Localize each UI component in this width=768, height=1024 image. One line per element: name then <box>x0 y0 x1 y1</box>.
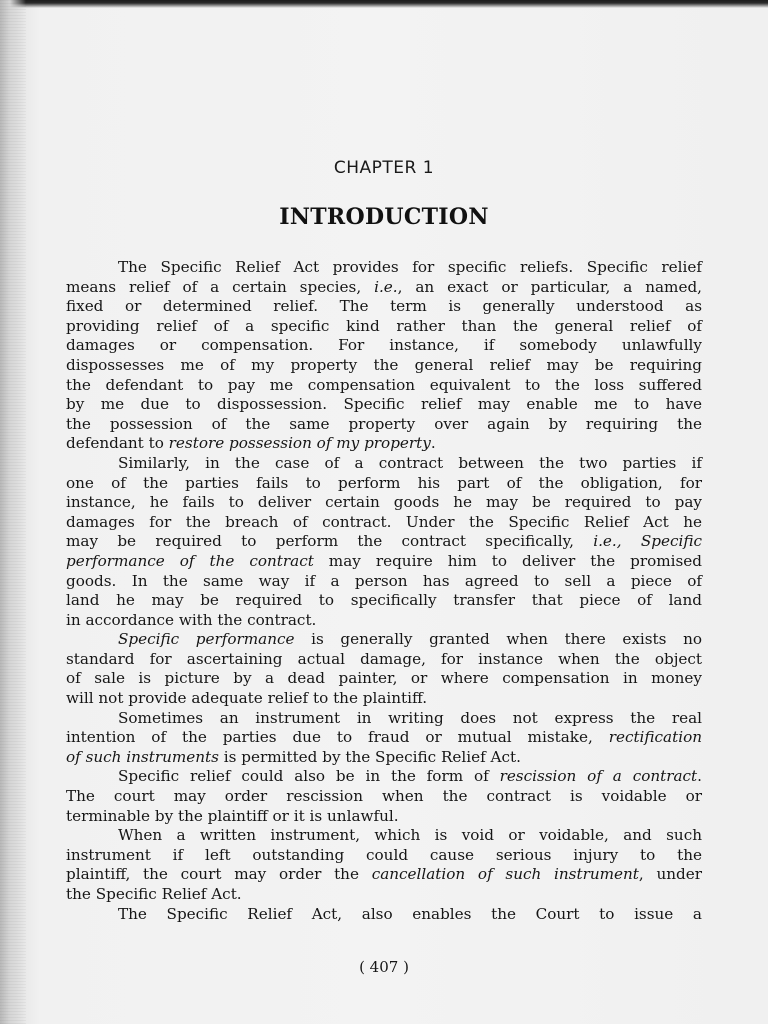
italic-text: i.e., Specific <box>593 532 702 551</box>
text-segment: The Specific Relief Act provides for specific reliefs. Specific relief <box>118 258 702 276</box>
text-segment: will not provide adequate relief to the plaintiff. <box>66 689 428 708</box>
text-segment: instance, he fails to deliver certain goods he may be required to pay <box>66 493 702 512</box>
italic-text: i.e. <box>374 277 398 296</box>
italic-text: rescission of a contract <box>499 767 698 786</box>
text-segment: is generally granted when there exists no <box>294 630 702 649</box>
italic-text: restore possession of my property <box>168 434 431 453</box>
text-segment: the Specific Relief Act. <box>66 885 242 903</box>
text-line <box>66 493 702 513</box>
paragraph <box>66 454 702 630</box>
text-line <box>66 474 702 494</box>
text-line <box>66 395 702 415</box>
text-line <box>66 807 702 827</box>
paragraph <box>66 826 702 904</box>
text-segment: standard for ascertaining actual damage, for instance when the object <box>66 649 702 668</box>
chapter-label: CHAPTER 1 <box>333 158 435 178</box>
text-segment: fixed or determined relief. The term is generally understood as <box>66 297 702 316</box>
text-line <box>66 709 702 729</box>
text-segment: Specific relief could also be in the form of <box>118 767 500 786</box>
italic-text: cancellation of such instrument <box>371 865 639 884</box>
text-line <box>66 278 702 298</box>
italic-text: Specific performance <box>118 630 295 649</box>
text-line <box>66 434 702 454</box>
text-segment: Similarly, in the case of a contract between the two parties if <box>118 453 702 472</box>
text-line <box>66 787 702 807</box>
text-segment: one of the parties fails to perform his part of the obligation, for <box>66 473 702 492</box>
text-line <box>66 415 702 435</box>
text-segment: means relief of a certain species, <box>66 277 375 296</box>
italic-text: of such instruments <box>66 747 219 766</box>
text-line <box>66 728 702 748</box>
text-line <box>66 905 702 925</box>
text-line <box>66 826 702 846</box>
text-segment: . <box>430 434 436 453</box>
text-line <box>66 611 702 631</box>
scan-top-shadow <box>0 0 768 8</box>
text-line <box>66 258 702 278</box>
body-text <box>66 258 702 924</box>
text-segment: , under <box>638 865 702 884</box>
text-line <box>66 767 702 787</box>
paragraph <box>66 258 702 454</box>
text-line <box>66 513 702 533</box>
text-segment: intention of the parties due to fraud or mutual mistake, <box>66 728 609 747</box>
text-segment: terminable by the plaintiff or it is unlawful. <box>66 806 399 825</box>
page-title: INTRODUCTION <box>279 204 489 230</box>
italic-text: performance of the contract <box>66 551 314 570</box>
text-line <box>66 552 702 572</box>
text-segment: dispossesses me of my property the general relief may be requiring <box>66 355 702 374</box>
text-segment: in accordance with the contract. <box>66 610 317 629</box>
text-segment: plaintiff, the court may order the <box>66 865 372 884</box>
page-binding-edge <box>0 0 26 1024</box>
text-segment: the possession of the same property over again by requiring the <box>66 414 702 433</box>
text-line <box>66 532 702 552</box>
text-line <box>66 591 702 611</box>
text-segment: , an exact or particular, a named, <box>397 277 702 296</box>
text-segment: of sale is picture by a dead painter, or where compensation in money <box>66 669 702 688</box>
text-segment: The Specific Relief Act, also enables the Court to issue a <box>118 904 702 923</box>
text-line <box>66 572 702 592</box>
text-line <box>66 317 702 337</box>
text-line <box>66 376 702 396</box>
text-line <box>66 650 702 670</box>
italic-text: rectification <box>608 728 702 747</box>
text-line <box>66 689 702 709</box>
text-segment: the defendant to pay me compensation equivalent to the loss suffered <box>66 375 702 394</box>
paragraph <box>66 630 702 708</box>
text-line <box>66 297 702 317</box>
text-line <box>66 748 702 768</box>
text-segment: is permitted by the Specific Relief Act. <box>218 747 521 766</box>
text-line <box>66 885 702 905</box>
paragraph <box>66 905 702 925</box>
text-segment: When a written instrument, which is void or voidable, and such <box>118 826 702 845</box>
text-segment: by me due to dispossession. Specific relief may enable me to have <box>66 395 702 414</box>
text-line <box>66 846 702 866</box>
text-line <box>66 454 702 474</box>
text-segment: The court may order rescission when the contract is voidable or <box>66 787 702 806</box>
text-segment: goods. In the same way if a person has agreed to sell a piece of <box>66 571 702 590</box>
text-segment: Sometimes an instrument in writing does not express the real <box>118 708 702 727</box>
text-segment: may be required to perform the contract specifically, <box>66 532 594 551</box>
text-line <box>66 865 702 885</box>
page-number: ( 407 ) <box>359 958 409 976</box>
text-segment: providing relief of a specific kind rather than the general relief of <box>66 316 702 335</box>
text-segment: . <box>697 767 702 786</box>
text-line <box>66 336 702 356</box>
text-segment: damages for the breach of contract. Under the Specific Relief Act he <box>66 512 702 531</box>
paragraph <box>66 709 702 768</box>
text-line <box>66 669 702 689</box>
text-segment: land he may be required to specifically transfer that piece of land <box>66 591 702 610</box>
text-segment: may require him to deliver the promised <box>313 551 702 570</box>
text-segment: instrument if left outstanding could cause serious injury to the <box>66 845 702 864</box>
text-segment: damages or compensation. For instance, if somebody unlawfully <box>66 336 702 355</box>
text-line <box>66 356 702 376</box>
paragraph <box>66 767 702 826</box>
text-line <box>66 630 702 650</box>
text-segment: defendant to <box>66 434 169 453</box>
